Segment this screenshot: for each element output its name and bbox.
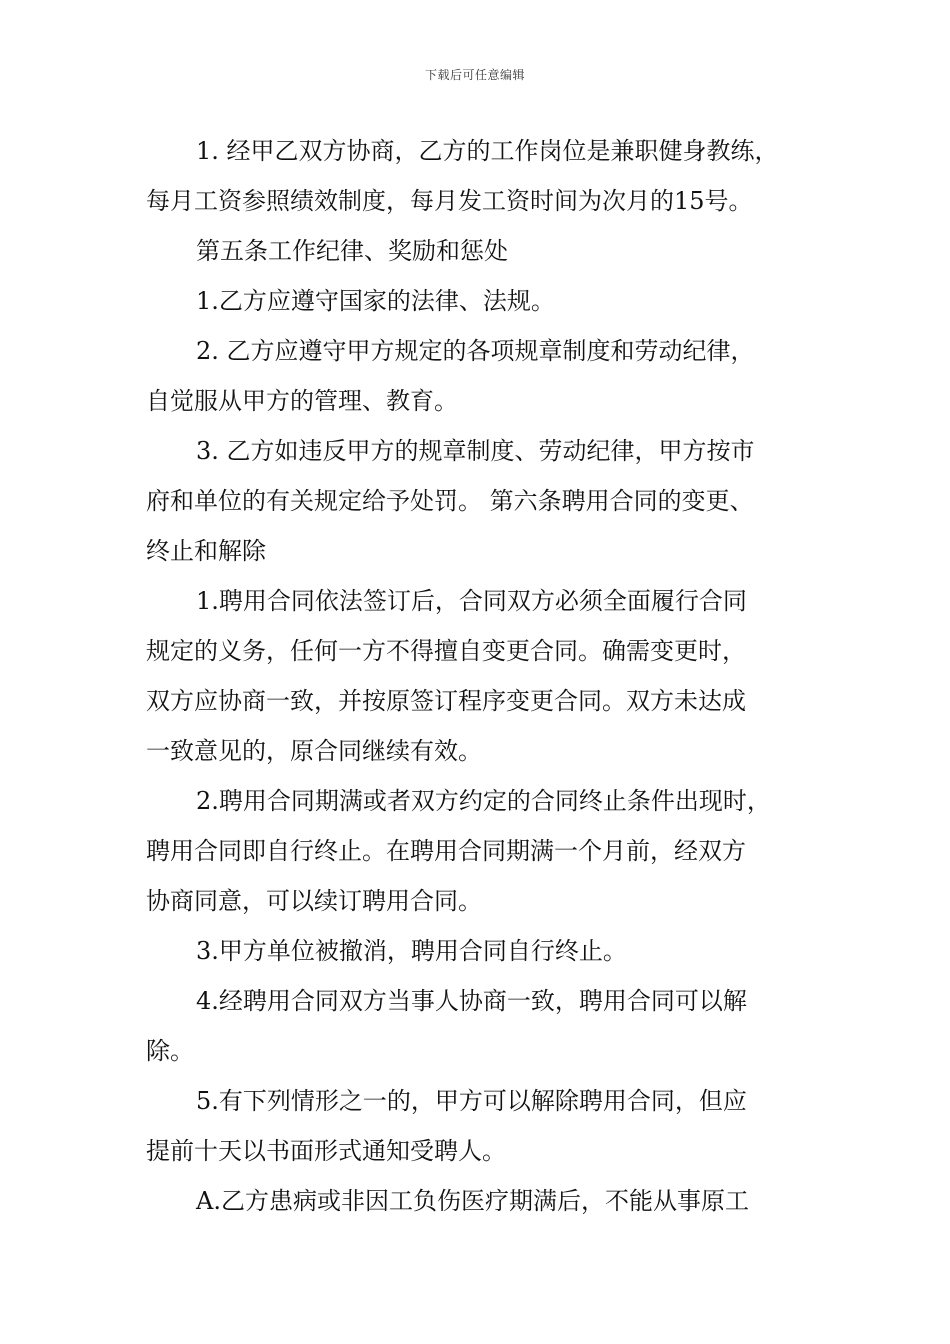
text-line: 4.经聘用合同双方当事人协商一致，聘用合同可以解 [196,987,747,1015]
text-line: 1. 经甲乙双方协商，乙方的工作岗位是兼职健身教练， [196,137,779,165]
text-line: 2.聘用合同期满或者双方约定的合同终止条件出现时， [196,787,771,815]
text-line: 自觉服从甲方的管理、教育。 [146,387,458,415]
document-body [146,126,810,1226]
text-line: A.乙方患病或非因工负伤医疗期满后，不能从事原工 [196,1187,749,1215]
text-line: 1.聘用合同依法签订后，合同双方必须全面履行合同 [196,587,747,615]
text-line: 2. 乙方应遵守甲方规定的各项规章制度和劳动纪律， [196,337,755,365]
text-line: 第五条工作纪律、奖励和惩处 [196,237,508,265]
text-line: 规定的义务，任何一方不得擅自变更合同。确需变更时， [146,637,746,665]
text-line: 1.乙方应遵守国家的法律、法规。 [196,287,555,315]
text-line: 3.甲方单位被撤消，聘用合同自行终止。 [196,937,627,965]
text-line: 除。 [146,1037,194,1065]
text-line: 3. 乙方如违反甲方的规章制度、劳动纪律，甲方按市 [196,437,755,465]
page-header: 下载后可任意编辑 [424,68,525,82]
text-line: 府和单位的有关规定给予处罚。 第六条聘用合同的变更、 [146,487,754,515]
text-line: 每月工资参照绩效制度，每月发工资时间为次月的15号。 [146,187,753,215]
text-line: 一致意见的，原合同继续有效。 [146,737,482,765]
text-line: 协商同意，可以续订聘用合同。 [146,887,482,915]
text-line: 终止和解除 [146,537,266,565]
text-line: 聘用合同即自行终止。在聘用合同期满一个月前，经双方 [146,837,746,865]
text-line: 5.有下列情形之一的，甲方可以解除聘用合同，但应 [196,1087,747,1115]
text-line: 双方应协商一致，并按原签订程序变更合同。双方未达成 [146,687,746,715]
text-line: 提前十天以书面形式通知受聘人。 [146,1137,506,1165]
